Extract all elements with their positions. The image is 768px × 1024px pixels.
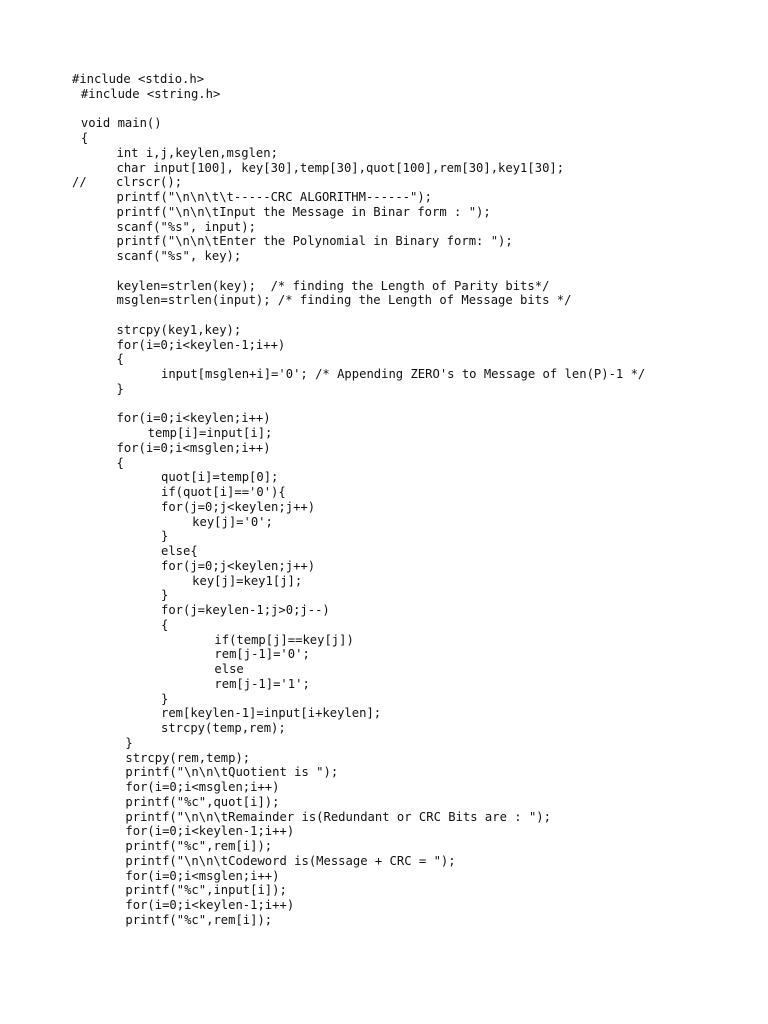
code-line-text: {: [80, 131, 89, 145]
code-line: [0, 692, 768, 707]
code-line: [0, 736, 768, 751]
code-line-text: rem[j-1]='1';: [214, 676, 310, 691]
code-line: [0, 441, 768, 456]
code-line: [0, 913, 768, 928]
code-line-text: #include <string.h>: [80, 86, 221, 101]
code-line-text: for(i=0;i<msglen;i++): [125, 868, 280, 883]
code-line: [0, 397, 768, 412]
code-line: [0, 456, 768, 471]
code-line: [0, 264, 768, 279]
code-line: [0, 161, 768, 176]
code-line-text: printf("\n\n\t\t-----CRC ALGORITHM------");: [116, 190, 433, 204]
code-line-text: }: [161, 588, 169, 603]
code-line-text: for(i=0;i<keylen-1;i++): [116, 337, 286, 352]
code-line-text: scanf("%s", input);: [116, 219, 256, 234]
code-line: [0, 426, 768, 441]
code-line: [0, 618, 768, 633]
code-line: [0, 72, 768, 87]
code-line: [0, 87, 768, 102]
code-line-text: rem[j-1]='0';: [214, 647, 310, 662]
code-line-text: void main(): [80, 116, 162, 131]
code-line-text: for(j=keylen-1;j>0;j--): [161, 603, 330, 617]
code-line-text: }: [161, 529, 169, 544]
code-line: [0, 323, 768, 338]
code-line: [0, 102, 768, 117]
code-line-text: else: [214, 662, 244, 676]
code-line-text: printf("\n\n\tInput the Message in Binar form : ");: [116, 204, 491, 219]
code-line-text: // clrscr();: [72, 175, 183, 190]
code-line-text: {: [116, 455, 124, 470]
code-line: [0, 352, 768, 367]
code-line: [0, 883, 768, 898]
code-line: [0, 338, 768, 353]
code-line: [0, 279, 768, 294]
code-line-text: for(j=0;j<keylen;j++): [161, 558, 316, 573]
code-line: [0, 367, 768, 382]
code-line-text: scanf("%s", key);: [116, 249, 242, 263]
code-line: [0, 854, 768, 869]
code-line: [0, 544, 768, 559]
code-listing: [0, 72, 768, 928]
code-line-text: #include <stdio.h>: [72, 72, 205, 86]
code-line: [0, 765, 768, 780]
code-line: [0, 515, 768, 530]
code-line-text: strcpy(rem,temp);: [125, 750, 251, 765]
code-line-text: if(temp[j]==key[j]): [214, 632, 354, 647]
code-line-text: }: [125, 735, 133, 750]
code-line-text: temp[i]=input[i];: [147, 426, 273, 440]
code-line: [0, 249, 768, 264]
code-line: [0, 898, 768, 913]
code-line: [0, 574, 768, 589]
code-line-text: }: [161, 691, 169, 706]
code-line: [0, 146, 768, 161]
code-line: [0, 662, 768, 677]
code-line-text: printf("%c",rem[i]);: [125, 912, 273, 927]
code-line-text: msglen=strlen(input); /* finding the Length of Message bits */: [116, 293, 572, 308]
code-line-text: input[msglen+i]='0'; /* Appending ZERO's to Message of len(P)-1 */: [161, 367, 646, 381]
code-line: [0, 721, 768, 736]
code-line: [0, 869, 768, 884]
code-line: [0, 411, 768, 426]
code-line: [0, 382, 768, 397]
code-line-text: else{: [161, 544, 198, 558]
code-line: [0, 205, 768, 220]
code-line-text: rem[keylen-1]=input[i+keylen];: [161, 706, 382, 721]
code-line-text: strcpy(key1,key);: [116, 322, 242, 337]
code-line: [0, 677, 768, 692]
code-line: [0, 839, 768, 854]
code-line-text: key[j]=key1[j];: [192, 573, 303, 588]
code-line-text: char input[100], key[30],temp[30],quot[100],rem[30],key1[30];: [116, 160, 565, 175]
code-line-text: for(j=0;j<keylen;j++): [161, 499, 316, 514]
code-line-text: printf("%c",input[i]);: [125, 883, 287, 898]
code-line: [0, 308, 768, 323]
code-line: [0, 175, 768, 190]
code-line: [0, 559, 768, 574]
code-line: [0, 131, 768, 146]
code-line: [0, 647, 768, 662]
code-line: [0, 603, 768, 618]
code-line-text: if(quot[i]=='0'){: [161, 485, 286, 499]
code-line: [0, 751, 768, 766]
code-line: [0, 824, 768, 839]
code-line-text: printf("%c",quot[i]);: [125, 794, 280, 809]
code-line-text: printf("\n\n\tCodeword is(Message + CRC = ");: [125, 853, 456, 868]
code-line-text: }: [116, 381, 124, 396]
code-line: [0, 500, 768, 515]
code-line: [0, 485, 768, 500]
code-line-text: printf("\n\n\tEnter the Polynomial in Binary form: ");: [116, 234, 513, 249]
code-line: [0, 293, 768, 308]
code-line: [0, 529, 768, 544]
code-line-text: printf("\n\n\tQuotient is ");: [125, 765, 339, 780]
code-line-text: for(i=0;i<keylen;i++): [116, 411, 271, 426]
code-line: [0, 706, 768, 721]
code-line: [0, 810, 768, 825]
code-line: [0, 470, 768, 485]
code-line: [0, 190, 768, 205]
code-line: [0, 795, 768, 810]
code-line: [0, 780, 768, 795]
code-line-text: for(i=0;i<keylen-1;i++): [125, 898, 295, 912]
code-line-text: quot[i]=temp[0];: [161, 470, 279, 485]
code-line-text: printf("\n\n\tRemainder is(Redundant or CRC Bits are : ");: [125, 809, 551, 824]
code-line: [0, 633, 768, 648]
code-line: [0, 588, 768, 603]
code-line: [0, 220, 768, 235]
code-line-text: printf("%c",rem[i]);: [125, 839, 273, 853]
code-line: [0, 234, 768, 249]
code-line-text: key[j]='0';: [192, 514, 273, 529]
code-line: [0, 116, 768, 131]
code-line-text: strcpy(temp,rem);: [161, 721, 286, 735]
code-line-text: for(i=0;i<msglen;i++): [116, 440, 271, 455]
code-line-text: {: [116, 352, 124, 367]
code-line-text: keylen=strlen(key); /* finding the Length of Parity bits*/: [116, 278, 550, 293]
code-line-text: for(i=0;i<keylen-1;i++): [125, 824, 295, 839]
code-line-text: int i,j,keylen,msglen;: [116, 145, 278, 160]
code-line-text: {: [161, 617, 169, 632]
code-line-text: for(i=0;i<msglen;i++): [125, 780, 280, 794]
